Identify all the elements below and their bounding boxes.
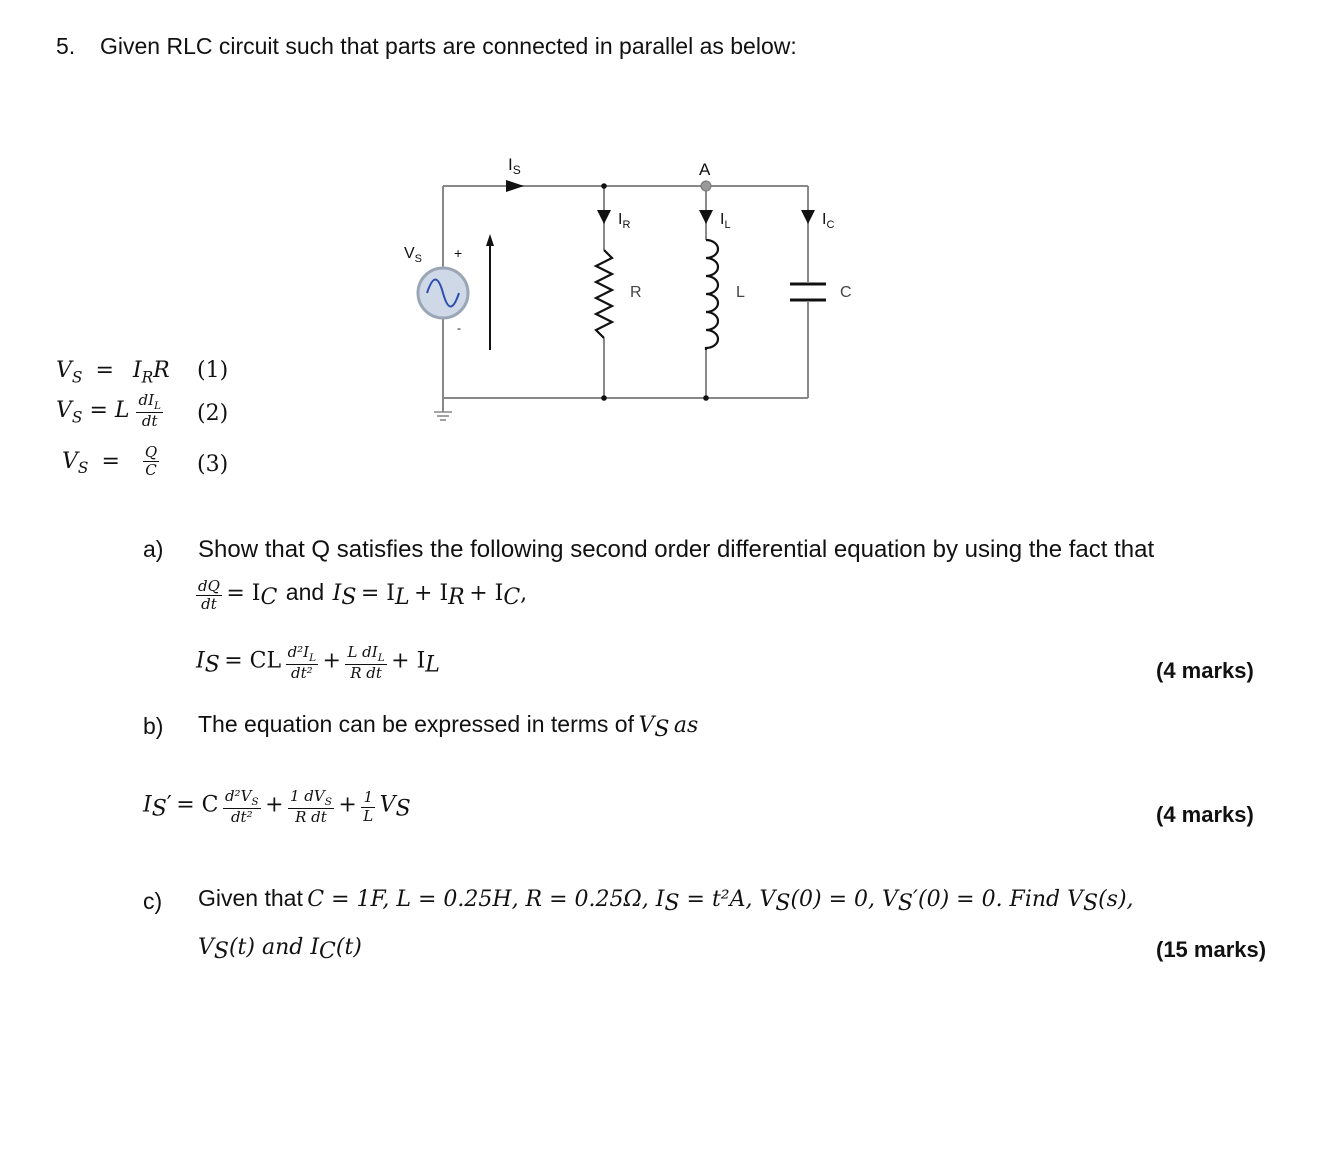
voltage-source-symbol <box>418 268 468 318</box>
ir-label: $I_R$ <box>618 211 631 231</box>
minus-label: - <box>457 321 461 335</box>
part-b-label: b) <box>143 713 164 739</box>
equation-3: $V_S$ = $\frac{Q}{C}$ <box>62 443 158 480</box>
l-label: L <box>736 284 745 301</box>
part-b-marks: (4 marks) <box>1156 802 1254 827</box>
c-label: C <box>840 284 852 301</box>
capacitor-symbol <box>790 284 826 300</box>
part-c-text: Given that C = 1F, L = 0.25H, R = 0.25Ω, $I_S = t^2A$, $V_S(0) = 0$, $V_S'(0) = 0$. Find $V_S(s)$, <box>198 885 1134 917</box>
part-c-marks: (15 marks) <box>1156 937 1267 962</box>
part-c-label: c) <box>143 888 163 914</box>
vs-label: $V_S$ <box>404 245 423 265</box>
rlc-circuit-diagram <box>395 148 875 438</box>
part-c-line2: $V_S(t)$ and $I_C(t)$ <box>198 935 362 965</box>
is-arrow-icon <box>506 180 524 192</box>
ic-label: $I_C$ <box>822 211 835 231</box>
vs-arrow-icon <box>486 234 494 350</box>
plus-label: + <box>454 245 463 261</box>
question-number: 5. <box>56 33 76 59</box>
inductor-symbol <box>706 240 718 350</box>
part-a-equation: $I_S$ = CL $\frac{d^2I_L}{\text{dt²}}$ + $\frac{L dI_L}{\text{R dt}}$ + $I_L$ <box>196 643 440 683</box>
part-a-text: Show that Q satisfies the following second order differential equation by using the fact that <box>198 536 1155 563</box>
part-a-label: a) <box>143 536 164 562</box>
equation-2-tag: (2) <box>197 401 229 426</box>
part-a-facts: $\frac{dQ}{dt}$ = $I_C$ and $I_S = I_L + I_R + I_C$, <box>198 577 528 614</box>
node-a-dot <box>701 181 711 191</box>
ir-arrow-icon <box>597 210 611 224</box>
is-label: $I_S$ <box>508 155 521 177</box>
part-a-marks: (4 marks) <box>1156 658 1254 683</box>
ground-icon <box>434 412 452 420</box>
part-b-equation: $I_S' = C$ $\frac{d^2V_S}{\text{dt²}}$ + $\frac{1 dV_S}{\text{R dt}}$ + $\frac{1}{L}$ $V_S$ <box>143 787 411 827</box>
resistor-symbol <box>596 250 612 338</box>
node-a-label: A <box>699 160 711 179</box>
il-label: $I_L$ <box>720 211 731 231</box>
equation-3-tag: (3) <box>197 452 229 477</box>
equation-1: $V_S = I_RR$ <box>56 358 170 387</box>
r-label: R <box>630 284 642 301</box>
equation-1-tag: (1) <box>197 358 229 383</box>
part-b-text: The equation can be expressed in terms of $V_S$ as <box>198 711 699 743</box>
il-arrow-icon <box>699 210 713 224</box>
question-text: Given RLC circuit such that parts are connected in parallel as below: <box>100 33 797 59</box>
ic-arrow-icon <box>801 210 815 224</box>
equation-2: $V_S = L$ $\frac{dI_L}{dt}$ <box>56 391 161 431</box>
